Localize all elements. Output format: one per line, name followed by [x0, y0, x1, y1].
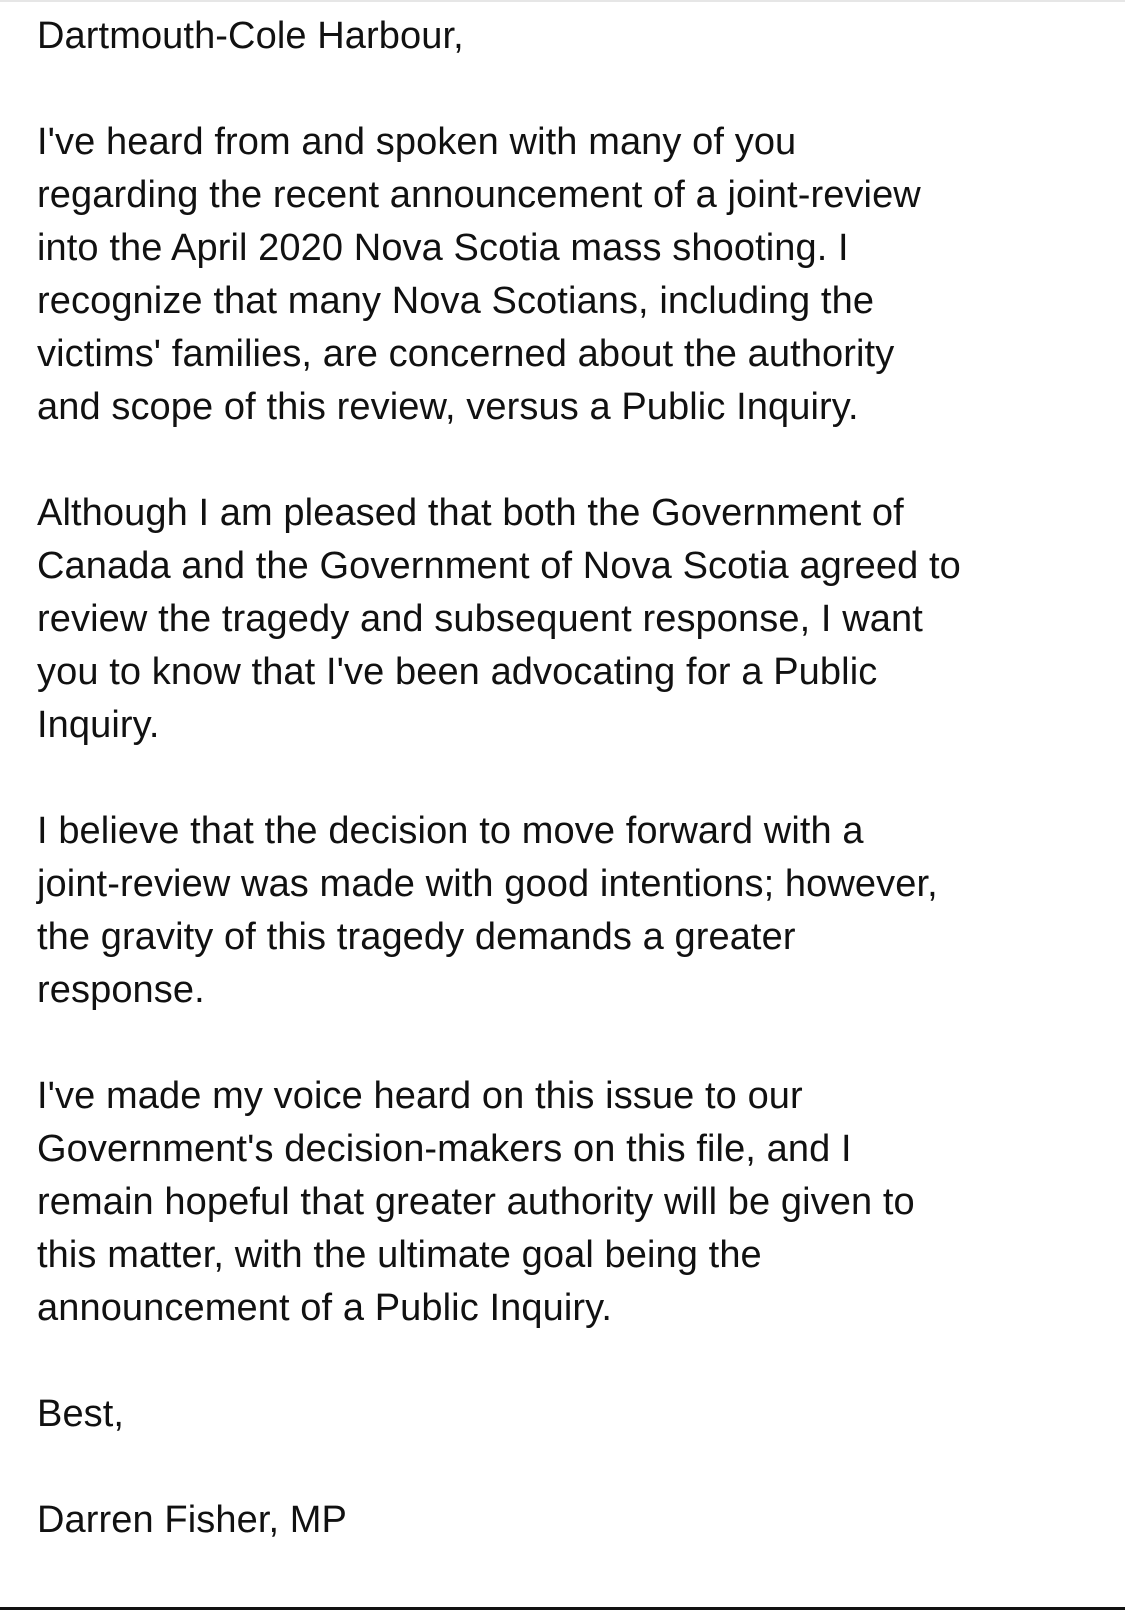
paragraph-3 — [37, 805, 1112, 1017]
top-divider — [0, 0, 1125, 2]
paragraph-line: I believe that the decision to move forward with a — [37, 810, 864, 852]
letter-body — [37, 10, 1112, 1547]
paragraph-line: I've heard from and spoken with many of you — [37, 121, 797, 163]
paragraph-line: remain hopeful that greater authority will be given to — [37, 1181, 915, 1223]
paragraph-line: announcement of a Public Inquiry. — [37, 1287, 613, 1329]
paragraph-line: regarding the recent announcement of a joint-review — [37, 174, 921, 216]
paragraph-line: Government's decision-makers on this file, and I — [37, 1128, 852, 1170]
paragraph-line: I've made my voice heard on this issue to our — [37, 1075, 803, 1117]
paragraph-line: recognize that many Nova Scotians, including the — [37, 280, 875, 322]
paragraph-gap — [37, 434, 1112, 487]
paragraph-line: into the April 2020 Nova Scotia mass shooting. I — [37, 227, 849, 269]
paragraph-line: and scope of this review, versus a Public Inquiry. — [37, 386, 859, 428]
paragraph-line: you to know that I've been advocating for a Public — [37, 651, 878, 693]
paragraph-2 — [37, 487, 1112, 752]
closing: Best, — [37, 1393, 125, 1435]
paragraph-line: review the tragedy and subsequent response, I want — [37, 598, 923, 640]
paragraph-line: this matter, with the ultimate goal being the — [37, 1234, 762, 1276]
paragraph-line: Inquiry. — [37, 704, 160, 746]
paragraph-line: joint-review was made with good intentions; however, — [37, 863, 938, 905]
paragraph-gap — [37, 1335, 1112, 1388]
salutation: Dartmouth-Cole Harbour, — [37, 15, 464, 57]
paragraph-line: the gravity of this tragedy demands a greater — [37, 916, 796, 958]
paragraph-1 — [37, 116, 1112, 434]
paragraph-gap — [37, 1441, 1112, 1494]
paragraph-line: response. — [37, 969, 205, 1011]
paragraph-4 — [37, 1070, 1112, 1335]
paragraph-gap — [37, 752, 1112, 805]
paragraph-gap — [37, 1017, 1112, 1070]
paragraph-line: Canada and the Government of Nova Scotia agreed to — [37, 545, 961, 587]
paragraph-line: victims' families, are concerned about the authority — [37, 333, 895, 375]
paragraph-line: Although I am pleased that both the Government of — [37, 492, 904, 534]
paragraph-gap — [37, 63, 1112, 116]
signature: Darren Fisher, MP — [37, 1499, 348, 1541]
